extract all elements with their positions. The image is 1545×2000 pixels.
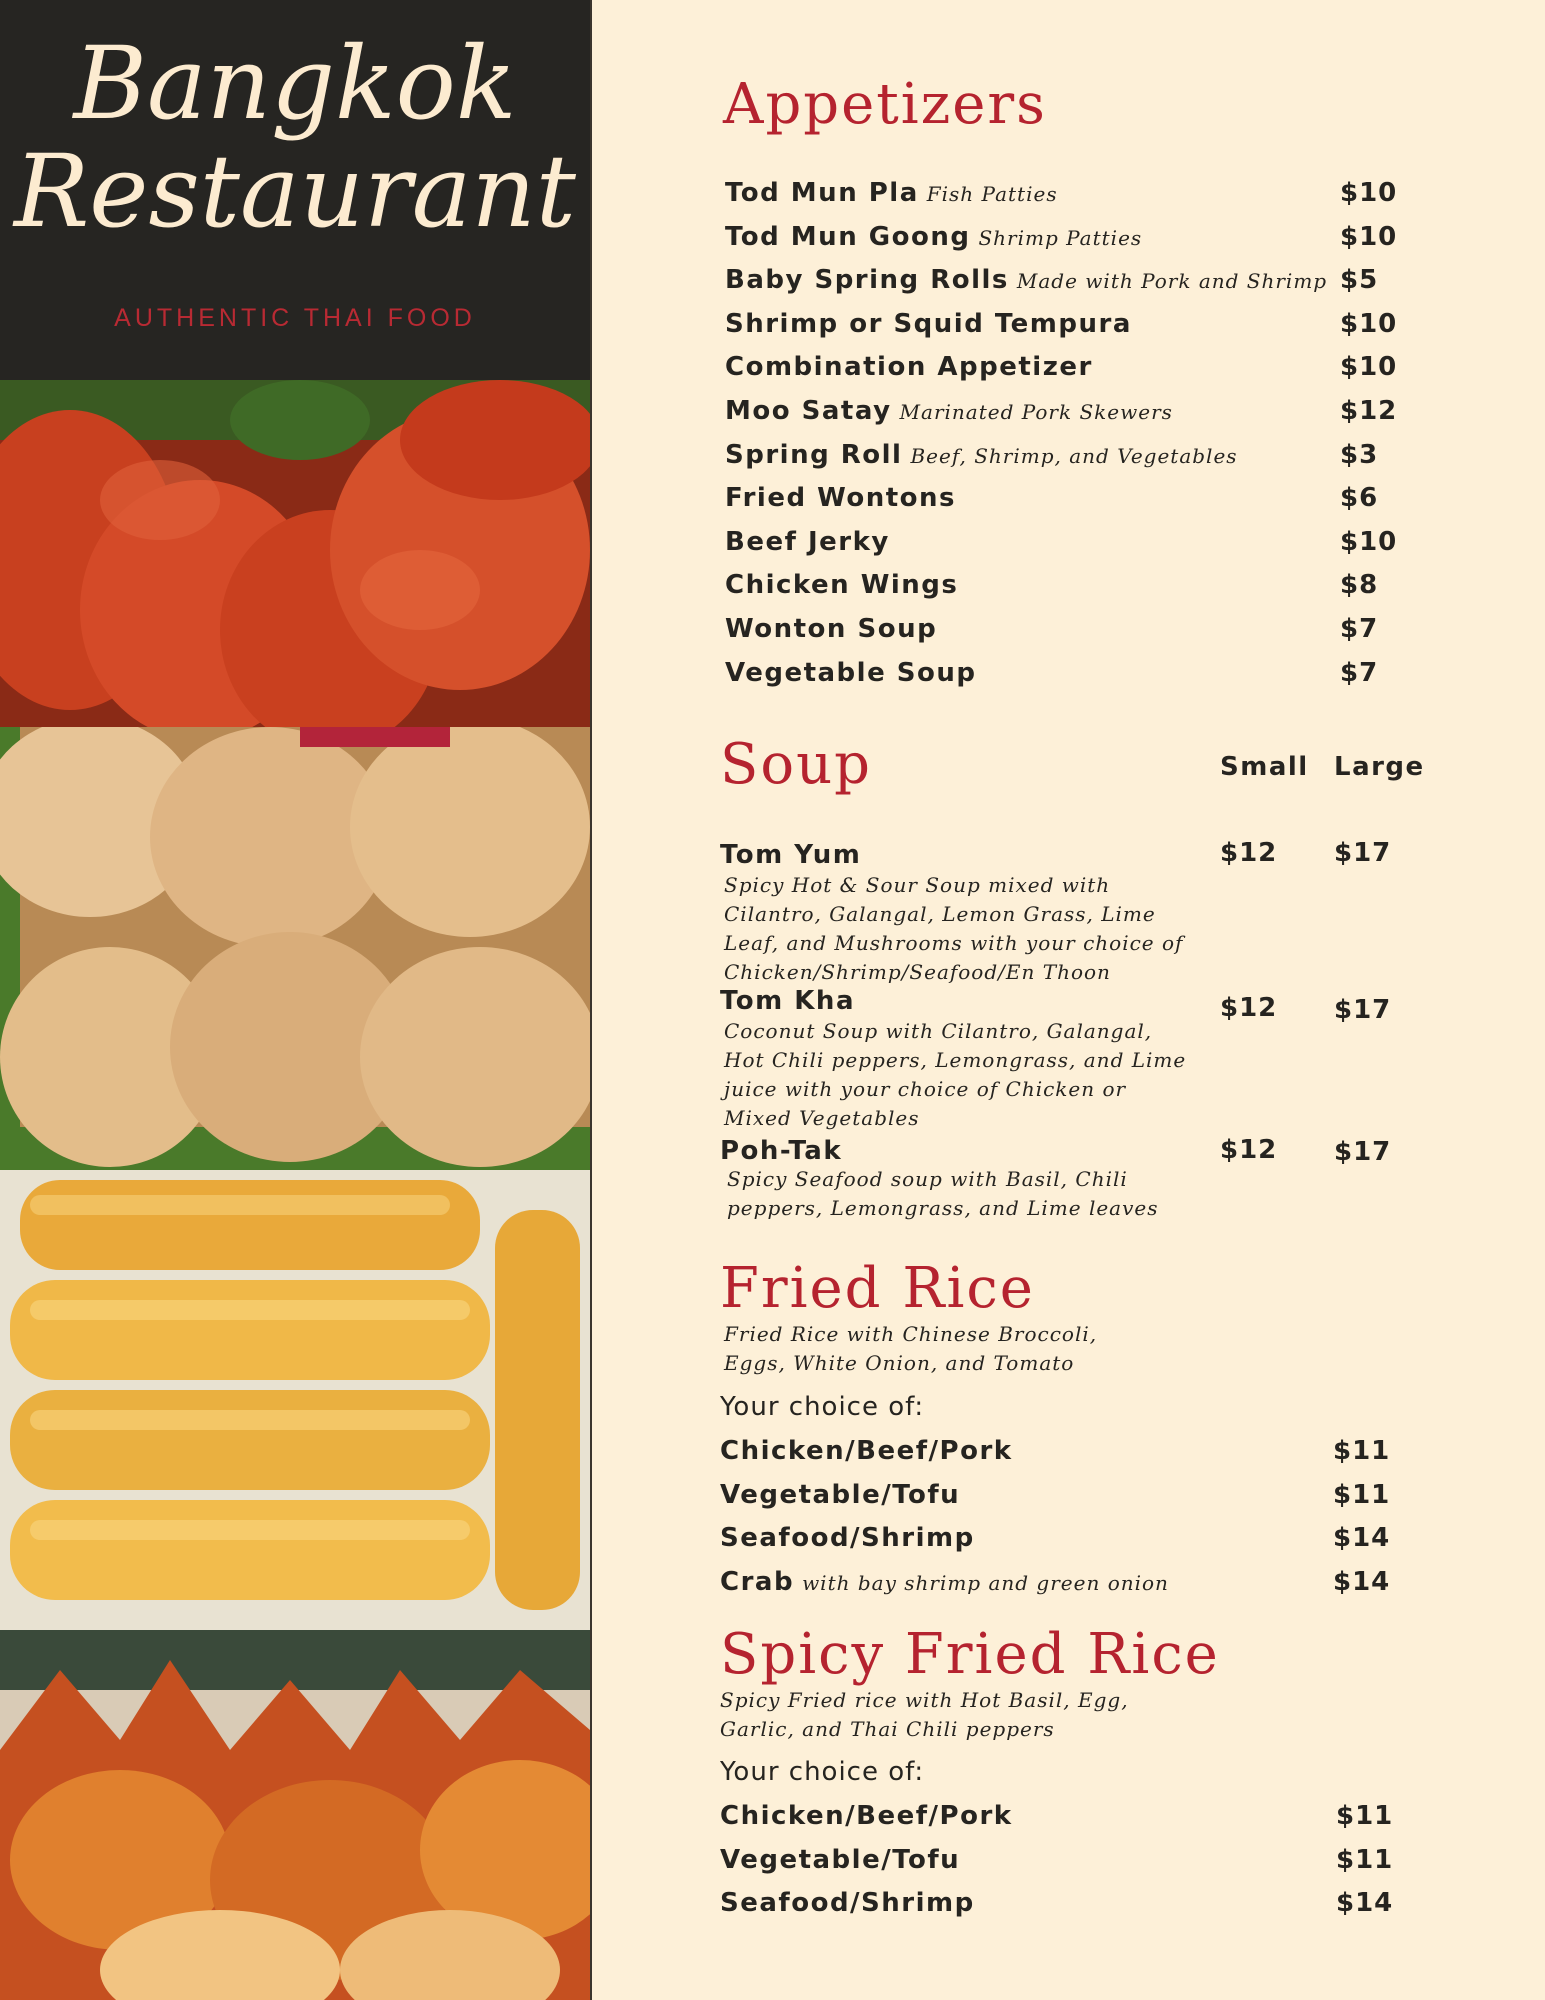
spicy-fried-rice-item-name: Vegetable/Tofu <box>720 1844 961 1875</box>
restaurant-name-line2: Restaurant <box>13 133 576 250</box>
appetizer-item-name: Baby Spring Rolls <box>725 265 1009 296</box>
fish-patties-photo <box>0 380 590 727</box>
appetizer-item <box>725 309 1132 339</box>
fried-rice-item-price: $14 <box>1333 1566 1391 1597</box>
appetizer-item-name: Moo Satay <box>725 396 892 426</box>
fried-rice-item <box>720 1567 1169 1597</box>
fried-wontons-photo <box>0 1630 590 2000</box>
appetizer-item-price: $10 <box>1340 526 1398 557</box>
restaurant-tagline: AUTHENTIC THAI FOOD <box>114 304 476 332</box>
fried-rice-item-price: $11 <box>1333 1436 1391 1466</box>
appetizer-item <box>725 658 976 688</box>
appetizer-item <box>725 483 956 513</box>
fried-rice-item <box>720 1480 960 1510</box>
soup-item-desc: Spicy Seafood soup with Basil, Chili peppers, Lemongrass, and Lime leaves <box>727 1167 1159 1220</box>
soup-item-name: Tom Kha <box>720 986 855 1016</box>
appetizer-item-price: $10 <box>1340 352 1398 383</box>
fried-rice-item-price: $11 <box>1333 1479 1391 1510</box>
appetizer-item <box>725 527 890 557</box>
appetizer-item-price: $10 <box>1340 178 1398 208</box>
spicy-fried-rice-item <box>720 1845 960 1875</box>
fried-rice-item <box>720 1436 1013 1466</box>
fried-rice-heading: Fried Rice <box>720 1256 1035 1321</box>
appetizer-item-price: $10 <box>1340 308 1398 339</box>
spicy-fried-rice-item-name: Chicken/Beef/Pork <box>720 1801 1013 1831</box>
appetizer-item-price: $3 <box>1340 439 1379 470</box>
soup-size-large-header: Large <box>1334 752 1425 782</box>
restaurant-name <box>0 25 590 250</box>
appetizer-item-price: $7 <box>1340 614 1379 644</box>
left-column <box>0 0 590 2000</box>
spring-rolls-photo <box>0 1170 590 1630</box>
soup-price-small: $12 <box>1220 993 1278 1023</box>
soup-item-desc: Spicy Hot & Sour Soup mixed with Cilantro, Galangal, Lemon Grass, Lime Leaf, and Mushrooms with your choice of Chicken/Shrimp/Seafood/En Thoon <box>724 873 1184 984</box>
spicy-fried-rice-item-price: $14 <box>1336 1888 1394 1918</box>
soup-item-name: Tom Yum <box>720 840 862 870</box>
fried-rice-item-name: Chicken/Beef/Pork <box>720 1436 1013 1466</box>
appetizer-item <box>725 352 1093 382</box>
appetizer-item-price: $8 <box>1340 570 1379 601</box>
spicy-fried-rice-item-price: $11 <box>1336 1844 1394 1875</box>
soup-price-large: $17 <box>1334 995 1392 1025</box>
appetizer-item-name: Chicken Wings <box>725 570 959 601</box>
spicy-fried-rice-heading: Spicy Fried Rice <box>720 1622 1220 1687</box>
appetizer-item-name: Fried Wontons <box>725 483 957 514</box>
fried-rice-item-desc: with bay shrimp and green onion <box>802 1570 1169 1595</box>
soup-price-large: $17 <box>1334 1137 1392 1167</box>
soup-item-desc: Coconut Soup with Cilantro, Galangal, Hot Chili peppers, Lemongrass, and Lime juice with your choice of Chicken or Mixed Vegetables <box>724 1019 1187 1130</box>
appetizer-item <box>725 178 1058 208</box>
appetizer-item <box>725 440 1238 470</box>
appetizer-item-price: $10 <box>1340 221 1398 252</box>
appetizer-item <box>725 570 958 600</box>
fried-rice-item-price: $14 <box>1333 1523 1391 1553</box>
appetizer-item-desc: Marinated Pork Skewers <box>899 400 1173 424</box>
appetizer-item-name: Tod Mun Pla <box>725 178 919 208</box>
soup-price-large: $17 <box>1334 838 1392 868</box>
spicy-fried-rice-item <box>720 1888 975 1918</box>
appetizer-item <box>725 614 937 644</box>
appetizer-item-price: $12 <box>1340 396 1398 426</box>
appetizer-item <box>725 265 1327 295</box>
shrimp-patties-photo <box>0 727 590 1170</box>
appetizer-item-name: Wonton Soup <box>725 614 938 644</box>
appetizer-item-desc: Shrimp Patties <box>978 225 1143 250</box>
restaurant-header <box>0 0 590 380</box>
soup-heading: Soup <box>720 732 872 797</box>
restaurant-name-line1: Bangkok <box>73 25 517 142</box>
appetizer-item-name: Beef Jerky <box>725 526 890 557</box>
appetizer-item <box>725 222 1142 252</box>
column-divider <box>590 0 592 2000</box>
fried-rice-choice-label: Your choice of: <box>720 1392 925 1422</box>
appetizers-heading: Appetizers <box>723 72 1047 137</box>
appetizer-item-name: Spring Roll <box>725 439 903 470</box>
appetizer-item-desc: Made with Pork and Shrimp <box>1016 269 1328 294</box>
fried-rice-item-name: Vegetable/Tofu <box>720 1479 961 1510</box>
appetizer-item-price: $7 <box>1340 657 1379 688</box>
soup-price-small: $12 <box>1220 1135 1278 1165</box>
spicy-fried-rice-item <box>720 1801 1013 1831</box>
appetizer-item-desc: Beef, Shrimp, and Vegetables <box>910 443 1238 468</box>
spicy-fried-rice-desc: Spicy Fried rice with Hot Basil, Egg, Garlic, and Thai Chili peppers <box>720 1688 1129 1741</box>
appetizer-item-name: Shrimp or Squid Tempura <box>725 308 1132 339</box>
appetizer-item <box>725 396 1173 426</box>
spicy-fried-rice-item-price: $11 <box>1336 1801 1394 1831</box>
soup-item-name: Poh-Tak <box>720 1136 843 1166</box>
soup-price-small: $12 <box>1220 838 1278 868</box>
appetizer-item-price: $5 <box>1340 265 1379 296</box>
appetizer-item-name: Vegetable Soup <box>725 657 977 688</box>
soup-size-small-header: Small <box>1220 752 1309 782</box>
appetizer-item-name: Tod Mun Goong <box>725 221 971 252</box>
fried-rice-item-name: Crab <box>720 1566 795 1597</box>
fried-rice-desc: Fried Rice with Chinese Broccoli, Eggs, White Onion, and Tomato <box>724 1322 1098 1375</box>
appetizer-item-desc: Fish Patties <box>926 182 1058 206</box>
appetizer-item-price: $6 <box>1340 483 1379 514</box>
spicy-fried-rice-choice-label: Your choice of: <box>720 1757 925 1787</box>
fried-rice-item-name: Seafood/Shrimp <box>720 1523 975 1553</box>
spicy-fried-rice-item-name: Seafood/Shrimp <box>720 1888 975 1918</box>
appetizer-item-name: Combination Appetizer <box>725 352 1093 383</box>
fried-rice-item <box>720 1523 975 1553</box>
